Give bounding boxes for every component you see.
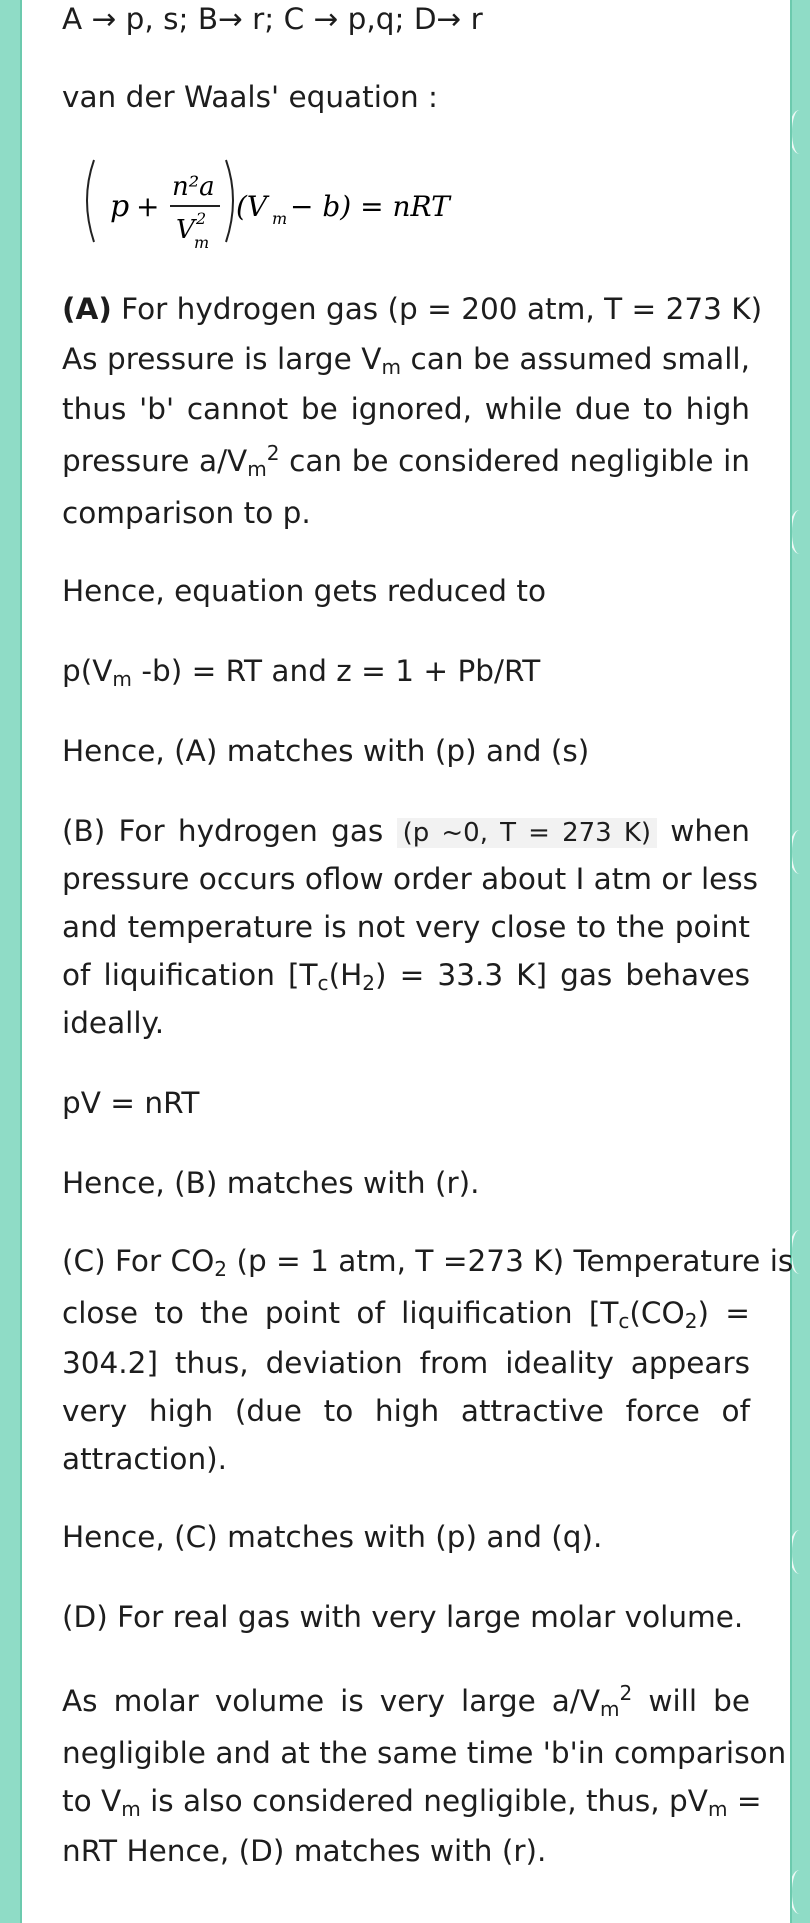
part-c-line-3: 304.2] thus, deviation from ideality appears — [62, 1346, 750, 1380]
vdw-title: van der Waals' equation : — [62, 80, 438, 114]
part-a-line-4: pressure $a/V_m^2$ can be considered negligible in — [62, 440, 750, 481]
part-a-hence: Hence, equation gets reduced to — [62, 574, 547, 608]
part-d-line-5: nRT Hence, (D) matches with (r). — [62, 1834, 547, 1868]
decorative-swirl — [790, 1870, 810, 1914]
part-d-line-3: negligible and at the same time 'b'in comparison — [62, 1736, 787, 1770]
part-b-line-4: of liquification [$T_c(H_2) = 33.3$ K] gas behaves — [62, 958, 750, 995]
part-b-match: Hence, (B) matches with (r). — [62, 1166, 480, 1200]
left-border — [0, 0, 22, 1923]
decorative-swirl — [790, 830, 810, 874]
van-der-waals-equation — [76, 140, 476, 274]
svg-text:m: m — [272, 209, 288, 228]
part-c-line-4: very high (due to high attractive force of — [62, 1394, 750, 1428]
decorative-swirl — [790, 510, 810, 554]
svg-text:V: V — [176, 215, 195, 245]
svg-text:+: + — [136, 190, 160, 223]
svg-text:n²a: n²a — [172, 172, 215, 202]
svg-text:− b) = nRT: − b) = nRT — [290, 190, 450, 223]
part-b-line-5: ideally. — [62, 1006, 165, 1040]
part-c-match: Hence, (C) matches with (p) and (q). — [62, 1520, 603, 1554]
part-a-line-5: comparison to p. — [62, 496, 311, 530]
svg-text:2: 2 — [196, 209, 207, 228]
part-b-line-3: and temperature is not very close to the point — [62, 910, 750, 944]
part-c-line-2: close to the point of liquification [$T_c(CO_2)$ = — [62, 1296, 751, 1333]
svg-text:(V: (V — [236, 190, 268, 223]
part-b-line-2: pressure occurs oflow order about I atm or less — [62, 862, 759, 896]
part-d-line-2: As molar volume is very large $a/V_m^2$ will be — [62, 1680, 750, 1721]
part-d-line-1: (D) For real gas with very large molar volume. — [62, 1600, 744, 1634]
decorative-swirl — [790, 1530, 810, 1574]
part-c-line-5: attraction). — [62, 1442, 228, 1476]
answer-key: A → p, s; B→ r; C → p,q; D→ r — [62, 2, 483, 36]
part-d-line-4: to $V_m$ is also considered negligible, thus, $pV_m$ = — [62, 1784, 762, 1821]
part-a-match: Hence, (A) matches with (p) and (s) — [62, 734, 590, 768]
svg-text:p: p — [110, 189, 130, 224]
part-b-line-1: (B) For hydrogen gas (p ~0, T = 273 K) when — [62, 814, 750, 848]
svg-text:m: m — [194, 233, 210, 252]
right-border — [790, 0, 810, 1923]
highlighted-conditions: (p ~0, T = 273 K) — [397, 818, 657, 848]
part-c-line-1: (C) For $CO_2$ (p = 1 atm, T =273 K) Temperature is — [62, 1244, 794, 1281]
part-a-line-1: (A) For hydrogen gas (p = 200 atm, T = 273 K) — [62, 292, 763, 326]
part-b-equation: pV = nRT — [62, 1086, 200, 1120]
decorative-swirl — [790, 110, 810, 154]
part-a-line-2: As pressure is large $V_m$ can be assumed small, — [62, 342, 750, 379]
part-a-line-3: thus 'b' cannot be ignored, while due to high — [62, 392, 750, 426]
part-a-equation: $p(V_m$ -b) = RT and z = 1 + Pb/RT — [62, 654, 541, 691]
